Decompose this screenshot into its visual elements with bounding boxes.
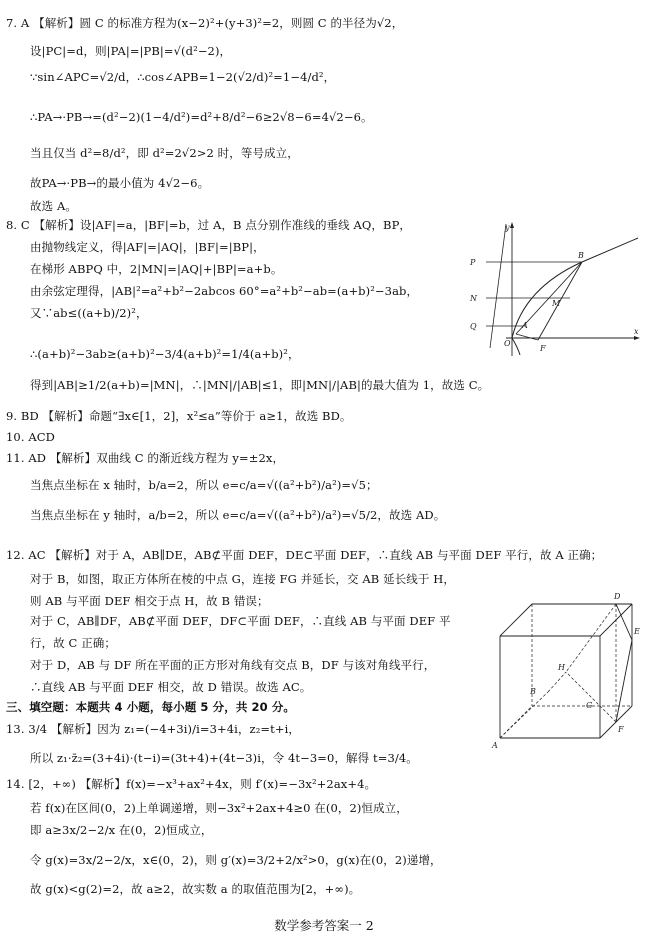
answer-line: 又∵ab≤((a+b)/2)²， bbox=[30, 306, 148, 320]
answer-line: 若 f(x)在区间(0，2)上单调递增，则−3x²+2ax+4≥0 在(0，2)恒成立， bbox=[30, 801, 408, 815]
answer-line: 对于 D，AB 与 DF 所在平面的正方形对角线有交点 B，DF 与该对角线平行， bbox=[30, 658, 436, 672]
page-footer: 数学参考答案一 2 bbox=[274, 918, 374, 933]
answer-line: ∴直线 AB 与平面 DEF 相交，故 D 错误。故选 AC。 bbox=[30, 680, 312, 694]
label-y: y bbox=[505, 223, 510, 232]
answer-line: 即 a≥3x/2−2/x 在(0，2)恒成立， bbox=[30, 823, 213, 837]
answer-line: 由抛物线定义，得|AF|=|AQ|，|BF|=|BP|， bbox=[30, 240, 265, 254]
label-o: O bbox=[504, 339, 511, 348]
answer-line: 11. AD 【解析】双曲线 C 的渐近线方程为 y=±2x， bbox=[6, 451, 285, 465]
label-m: M bbox=[552, 299, 561, 308]
answer-line: 8. C 【解析】设|AF|=a，|BF|=b，过 A，B 点分别作准线的垂线 AQ，BP， bbox=[6, 218, 412, 232]
label-a: A bbox=[522, 321, 528, 330]
section-heading: 三、填空题：本题共 4 小题，每小题 5 分，共 20 分。 bbox=[6, 700, 296, 714]
answer-line: 由余弦定理得，|AB|²=a²+b²−2abcos 60°=a²+b²−ab=(a+b)²−3ab， bbox=[30, 284, 419, 298]
label-f: F bbox=[540, 344, 546, 353]
cube-figure bbox=[490, 588, 640, 754]
answer-line: 得到|AB|≥1/2(a+b)=|MN|，∴|MN|/|AB|≤1，即|MN|/|AB|的最大值为 1，故选 C。 bbox=[30, 378, 490, 392]
answer-line: 7. A 【解析】圆 C 的标准方程为(x−2)²+(y+3)²=2，则圆 C 的半径为√2， bbox=[6, 16, 404, 30]
label-g: G bbox=[586, 701, 593, 710]
answer-line: 10. ACD bbox=[6, 430, 55, 444]
answer-line: 则 AB 与平面 DEF 相交于点 H，故 B 错误； bbox=[30, 594, 269, 608]
answer-line: 12. AC 【解析】对于 A，AB∥DE，AB⊄平面 DEF，DE⊂平面 DEF，∴直线 AB 与平面 DEF 平行，故 A 正确； bbox=[6, 548, 603, 562]
label-b: B bbox=[578, 251, 584, 260]
answer-line: 14. [2，+∞) 【解析】f(x)=−x³+ax²+4x，则 f′(x)=−3x²+2ax+4。 bbox=[6, 777, 377, 791]
answer-line: 行，故 C 正确； bbox=[30, 636, 117, 650]
answer-line: ∵sin∠APC=√2/d，∴cos∠APB=1−2(√2/d)²=1−4/d²， bbox=[30, 70, 336, 84]
label-a: A bbox=[492, 741, 498, 750]
label-b: B bbox=[530, 687, 536, 696]
answer-line: 对于 C，AB∥DF，AB⊄平面 DEF，DF⊂平面 DEF，∴直线 AB 与平面 DEF 平 bbox=[30, 614, 451, 628]
answer-line: 当且仅当 d²=8/d²，即 d²=2√2>2 时，等号成立， bbox=[30, 146, 299, 160]
label-f: F bbox=[618, 725, 624, 734]
answer-line: 当焦点坐标在 x 轴时，b/a=2，所以 e=c/a=√((a²+b²)/a²)=√5； bbox=[30, 478, 378, 492]
answer-line: ∴PA→·PB→=(d²−2)(1−4/d²)=d²+8/d²−6≥2√8−6=4√2−6。 bbox=[30, 110, 373, 124]
label-p: P bbox=[470, 258, 476, 267]
label-h: H bbox=[558, 663, 565, 672]
answer-line: 对于 B，如图，取正方体所在棱的中点 G，连接 FG 并延长，交 AB 延长线于 H， bbox=[30, 572, 455, 586]
answer-line: 故PA→·PB→的最小值为 4√2−6。 bbox=[30, 176, 210, 190]
answer-line: 13. 3/4 【解析】因为 z₁=(−4+3i)/i=3+4i，z₂=t+i， bbox=[6, 722, 300, 736]
label-e: E bbox=[634, 627, 640, 636]
answer-line: 令 g(x)=3x/2−2/x，x∈(0，2)，则 g′(x)=3/2+2/x²>0，g(x)在(0，2)递增， bbox=[30, 853, 442, 867]
answer-line: 所以 z₁·z̄₂=(3+4i)·(t−i)=(3t+4)+(4t−3)i，令 4t−3=0，解得 t=3/4。 bbox=[30, 751, 418, 765]
label-q: Q bbox=[470, 322, 477, 331]
answer-line: 当焦点坐标在 y 轴时，a/b=2，所以 e=c/a=√((a²+b²)/a²)=√5/2，故选 AD。 bbox=[30, 508, 446, 522]
label-d: D bbox=[614, 592, 621, 601]
parabola-figure bbox=[462, 218, 642, 358]
answer-line: 故选 A。 bbox=[30, 199, 77, 213]
label-n: N bbox=[470, 294, 477, 303]
answer-line: ∴(a+b)²−3ab≥(a+b)²−3/4(a+b)²=1/4(a+b)²， bbox=[30, 347, 300, 361]
label-x: x bbox=[634, 327, 639, 336]
answer-line: 在梯形 ABPQ 中，2|MN|=|AQ|+|BP|=a+b。 bbox=[30, 262, 283, 276]
answer-line: 设|PC|=d，则|PA|=|PB|=√(d²−2)， bbox=[30, 44, 232, 58]
answer-line: 9. BD 【解析】命题“∃x∈[1，2]，x²≤a”等价于 a≥1，故选 BD。 bbox=[6, 409, 352, 423]
answer-line: 故 g(x)<g(2)=2，故 a≥2，故实数 a 的取值范围为[2，+∞)。 bbox=[30, 882, 361, 896]
